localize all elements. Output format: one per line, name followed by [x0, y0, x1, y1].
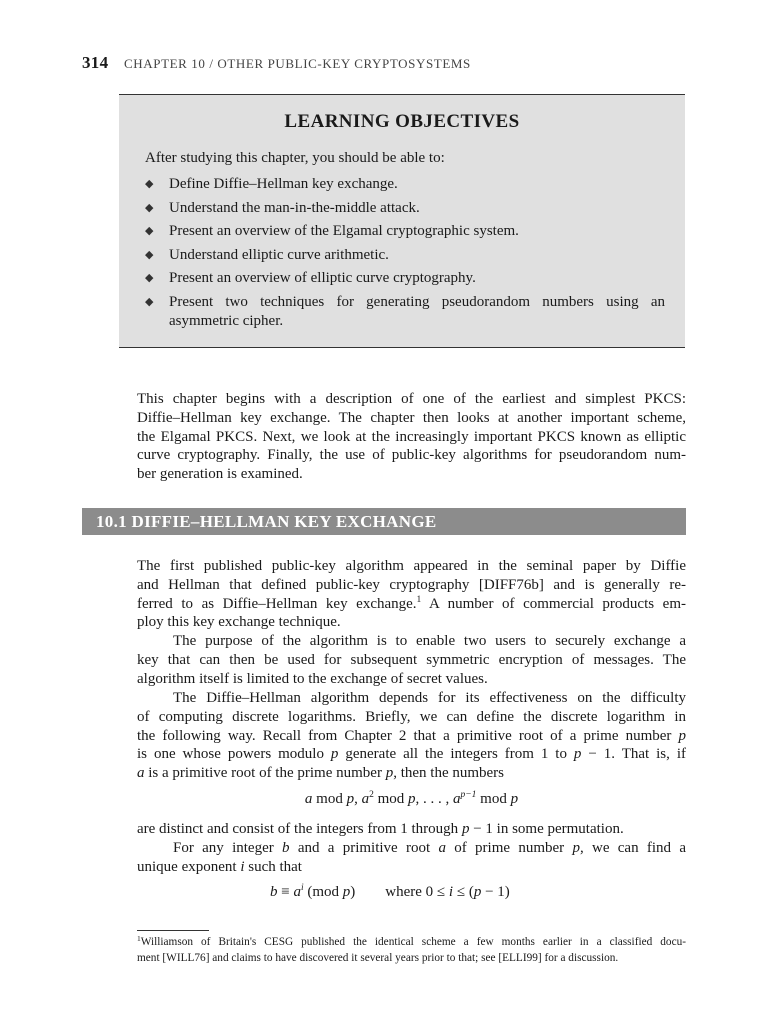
footnote-rule — [137, 930, 209, 931]
body-paragraph-2: The purpose of the algorithm is to enable two users to securely exchange a key that can then be used for subsequent symmetric encryption of messages. The algorithm itself is limited to the exchange of secret values. — [137, 633, 686, 687]
equation-discrete-log: $b \equiv a^i$ (mod p) where 0 ≤ i ≤ (p − 1) — [270, 883, 510, 900]
objectives-title: LEARNING OBJECTIVES — [284, 111, 520, 132]
footnote: $^1$Williamson of Britain's CESG published the identical scheme a few months earlier in a classified docu- ment [WILL76] and claims to have discovered it several years prior to that; see [ELLI99] for a discussion. — [137, 934, 686, 964]
diamond-bullet-icon: ◆ — [145, 272, 154, 284]
body-paragraph-5: For any integer b and a primitive root a of prime number p, we can find a unique exponent i such that — [137, 840, 687, 875]
objective-item: ◆ Present an overview of the Elgamal cryptographic system. — [145, 223, 519, 239]
intro-paragraph: This chapter begins with a description of one of the earliest and simplest PKCS: Diffie–Hellman key exchange. The chapter then looks at another important scheme, the Elgamal PKCS. Next, we look at the increasingly important PKCS known as elliptic curve cryptography. Finally, the use of public-key algorithms for pseudorandom num- ber generation is examined. — [137, 391, 686, 483]
footnote-ref: 1 — [416, 594, 422, 605]
page-number: 314 — [82, 53, 109, 72]
objectives-list — [145, 175, 665, 335]
body-paragraph-3: The Diffie–Hellman algorithm depends for its effectiveness on the difficulty of computing discrete logarithms. Briefly, we can define the discrete logarithm in the following way. Recall from Chapter 2 that a primitive root of a prime number p is one whose powers modulo p generate all the integers from 1 to p − 1. That is, if a is a primitive root of the prime number p, then the numbers — [137, 690, 687, 782]
diamond-bullet-icon: ◆ — [145, 178, 154, 190]
section-heading: 10.1 DIFFIE–HELLMAN KEY EXCHANGE — [96, 512, 437, 531]
diamond-bullet-icon: ◆ — [145, 225, 154, 237]
objective-item: ◆ Understand the man-in-the-middle attack. — [145, 199, 420, 216]
objective-item: ◆ Present two techniques for generating pseudorandom numbers using an asymmetric cipher. — [145, 293, 665, 329]
equation-powers: a mod p, $a^2$ mod p, . . . , $a^{p-1}$ mod p — [304, 790, 519, 807]
diamond-bullet-icon: ◆ — [145, 201, 154, 214]
learning-objectives-box — [119, 94, 685, 348]
diamond-bullet-icon: ◆ — [145, 295, 154, 308]
section-heading-bar — [82, 508, 686, 535]
objective-item: ◆ Understand elliptic curve arithmetic. — [145, 246, 389, 263]
body-paragraph-4: are distinct and consist of the integers from 1 through p − 1 in some permutation. — [137, 821, 624, 837]
diamond-bullet-icon: ◆ — [145, 248, 154, 261]
running-head: CHAPTER 10 / OTHER PUBLIC-KEY CRYPTOSYSTEMS — [124, 56, 471, 71]
objective-item: ◆ Present an overview of elliptic curve cryptography. — [145, 270, 476, 286]
objective-item: ◆ Define Diffie–Hellman key exchange. — [145, 176, 398, 192]
objectives-intro: After studying this chapter, you should be able to: — [145, 150, 445, 166]
body-paragraph-1: The first published public-key algorithm appeared in the seminal paper by Diffie and Hellman that defined public-key cryptography [DIFF76b] and is generally re- ferred to as Diffie–Hellman key exchange.$^1$ A number of commercial products em- ploy this key exchange technique. — [137, 558, 686, 631]
